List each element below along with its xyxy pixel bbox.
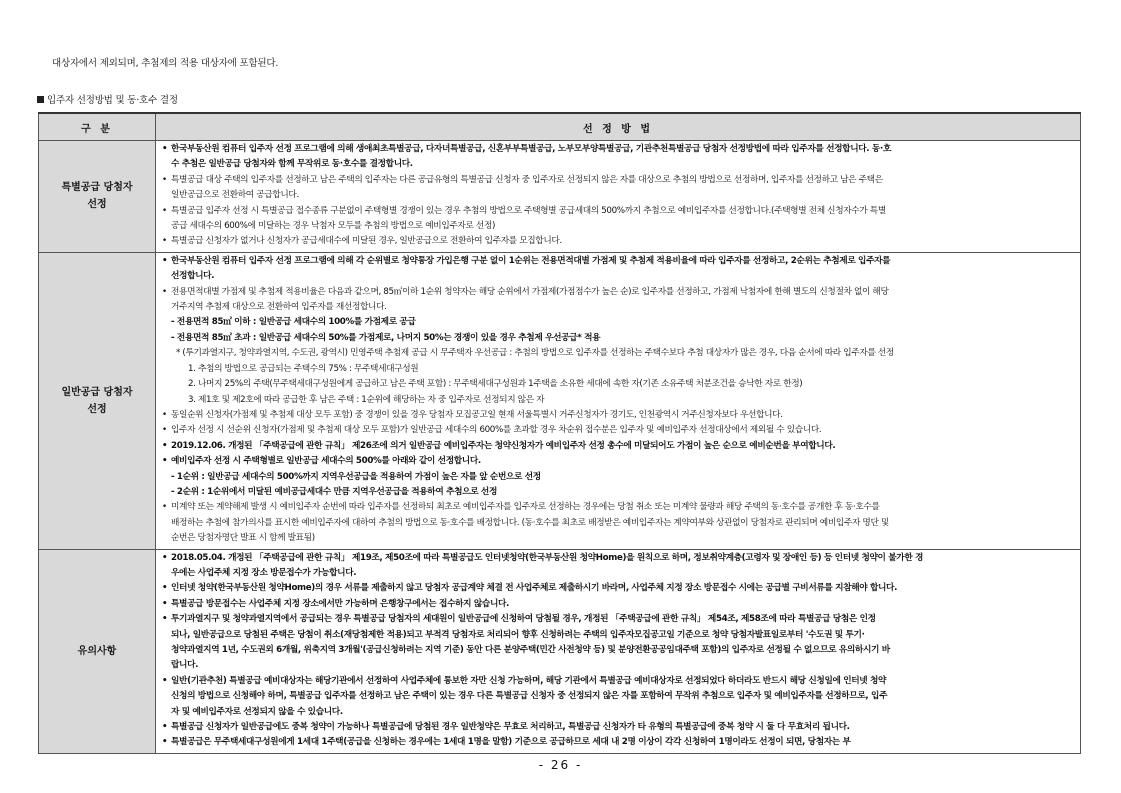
line-text: 수 추첨은 일반공급 당첨자와 함께 무작위로 동·호수를 결정합니다.	[171, 159, 413, 170]
bullet-icon: •	[162, 502, 167, 513]
line-text: - 2순위 : 1순위에서 미달된 예비공급세대수 만큼 지역우선공급을 적용하여 추첨으로 선정	[171, 486, 497, 497]
row-label-line: 선정	[87, 199, 107, 211]
line-text: * (투기과열지구, 청약과열지역, 수도권, 광역시) 민영주택 추첨제 공급 시 무주택자 우선공급 : 추첨의 방법으로 입주자를 선정하는 주택수보다 추첨 대상자가 많은 경우, 다음 순서에 따라 입주자를 선정	[176, 348, 894, 359]
bullet-icon: •	[162, 456, 168, 467]
line-text: 전용면적대별 가점제 및 추첨제 적용비율은 다음과 같으며, 85㎡이하 1순위 청약자는 해당 순위에서 가점제(가점점수가 높은 순)로 입주자를 선정하고, 가점제 낙첨자에 한해 별도의 신청절차 없이 해당	[171, 286, 889, 297]
page-number: - 26 -	[538, 758, 583, 772]
line-text: 2018.05.04. 개정된 「주택공급에 관한 규칙」 제19조, 제50조에 따라 특별공급도 인터넷청약(한국부동산원 청약Home)을 원칙으로 하며, 정보취약계층(고령자 및 장애인 등) 등 인터넷 청약이 불가한 경	[171, 552, 924, 563]
bullet-item	[162, 597, 1076, 612]
text-line	[162, 531, 1076, 546]
line-text: 특별공급 방문접수는 사업주체 지정 장소에서만 가능하며 은행창구에서는 접수하지 않습니다.	[171, 598, 509, 609]
bullet-icon: •	[162, 236, 167, 247]
text-line	[162, 346, 1076, 361]
line-text: 공급 세대수의 600%에 미달하는 경우 낙첨자 모두를 추첨의 방법으로 예비입주자로 선정)	[171, 221, 496, 232]
section-title	[37, 92, 178, 106]
bullet-item	[162, 254, 1076, 269]
row-category-label	[39, 549, 156, 753]
line-text: 특별공급 신청자가 없거나 신청자가 공급세대수에 미달된 경우, 일반공급으로 전환하여 입주자를 모집합니다.	[171, 236, 562, 247]
line-text: 1. 추첨의 방법으로 공급되는 주택수의 75% : 무주택세대구성원	[188, 363, 419, 374]
line-text: 특별공급 대상 주택의 입주자를 선정하고 남은 주택의 입주자는 다른 공급유형의 특별공급 신청자 중 입주자로 선정되지 않은 자를 대상으로 추첨의 방법으로 선정하며, 입주자를 선정하고 남은 주택은	[171, 174, 883, 185]
text-line	[162, 485, 1076, 500]
text-line	[162, 377, 1076, 392]
line-text: 2019.12.06. 개정된 「주택공급에 관한 규칙」 제26조에 의거 일반공급 예비입주자는 청약신청자가 예비입주자 선정 총수에 미달되어도 가점이 높은 순으로 예비순번을 부여합니다.	[171, 440, 836, 451]
bullet-item	[162, 423, 1076, 438]
intro-text: 대상자에서 제외되며, 추첨제의 적용 대상자에 포함된다.	[52, 58, 279, 69]
row-method-body	[156, 252, 1081, 549]
text-line	[162, 566, 1076, 581]
bullet-icon: •	[162, 598, 168, 609]
row-method-body	[156, 141, 1081, 253]
bullet-item	[162, 454, 1076, 469]
line-text: 3. 제1호 및 제2호에 따라 공급한 후 남은 주택 : 1순위에 해당하는 자 중 입주자로 선정되지 않은 자	[188, 394, 545, 405]
text-line	[162, 705, 1076, 720]
line-text: 한국부동산원 컴퓨터 입주자 선정 프로그램에 의해 각 순위별로 청약통장 가입은행 구분 없이 1순위는 전용면적대별 가점제 및 추첨제 적용비율에 따라 입주자를 선정하고, 2순위는 추첨제로 입주자를	[171, 255, 891, 266]
bullet-item	[162, 234, 1076, 249]
bullet-icon: •	[162, 722, 168, 733]
line-text: 한국부동산원 컴퓨터 입주자 선정 프로그램에 의해 생애최초특별공급, 다자녀특별공급, 신혼부부특별공급, 노부모부양특별공급, 기관추천특별공급 당첨자 선정방법에 따라 입주자를 선정합니다. 동·호	[171, 144, 891, 154]
square-bullet-icon	[37, 96, 44, 103]
line-text: 입주자 선정 시 선순위 신청자(가점제 및 추첨제 대상 모두 포함)가 일반공급 세대수의 600%를 초과할 경우 차순위 접수분은 입주자 및 예비입주자 선정대상에서 제외될 수 있습니다.	[171, 425, 822, 436]
text-line	[162, 362, 1076, 377]
bullet-icon: •	[162, 614, 168, 625]
line-text: 자 및 예비입주자로 선정되지 않을 수 있습니다.	[171, 706, 343, 717]
line-text: 신청의 방법으로 신청해야 하며, 특별공급 입주자를 선정하고 남은 주택이 있는 경우 다른 특별공급 신청자 중 선정되지 않은 자를 포함하여 무작위 추첨으로 입주자 및 예비입주자를 선정하므로, 입주	[171, 691, 888, 702]
line-text: - 전용면적 85㎡ 초과 : 일반공급 세대수의 50%를 가점제로, 나머지 50%는 경쟁이 있을 경우 추첨제 우선공급* 적용	[171, 332, 601, 343]
bullet-icon: •	[162, 255, 168, 266]
bullet-icon: •	[162, 286, 167, 297]
bullet-icon: •	[162, 409, 167, 420]
bullet-icon: •	[162, 737, 168, 748]
line-text: 일반공급으로 전환하여 공급합니다.	[171, 190, 299, 201]
bullet-item	[162, 551, 1076, 566]
table-row	[39, 141, 1081, 253]
text-line	[162, 643, 1076, 658]
text-line	[162, 658, 1076, 673]
row-label-line: 일반공급 당첨자	[61, 386, 133, 398]
line-text: 특별공급 신청자가 일반공급에도 중복 청약이 가능하나 특별공급에 당첨된 경우 일반청약은 무효로 처리하고, 특별공급 신청자가 타 유형의 특별공급에 중복 청약 시 둘 다 무효처리 됩니다.	[171, 722, 850, 733]
line-text: 미계약 또는 계약해제 발생 시 예비입주자 순번에 따라 입주자를 선정하되 최초로 예비입주자를 입주자로 선정하는 경우에는 당첨 취소 또는 미계약 물량과 해당 주택의 동·호수를 공개한 후 동·호수를	[171, 502, 880, 513]
text-line	[162, 516, 1076, 531]
bullet-item	[162, 173, 1076, 188]
row-category-label	[39, 252, 156, 549]
line-text: 거주지역 추첨제 대상으로 전환하여 입주자를 재선정합니다.	[171, 302, 387, 313]
text-line	[162, 300, 1076, 315]
line-text: 인터넷 청약(한국부동산원 청약Home)의 경우 서류를 제출하지 않고 당첨자 공급계약 체결 전 사업주체로 제출하시기 바라며, 사업주체 지정 장소 방문접수 시에는 공급별 구비서류를 지참해야 합니다.	[171, 583, 898, 594]
line-text: 2. 나머지 25%의 주택(무주택세대구성원에게 공급하고 남은 주택 포함) : 무주택세대구성원과 1주택을 소유한 세대에 속한 자(기존 소유주택 처분조건을 승낙한 자로 한정)	[188, 379, 803, 390]
bullet-icon: •	[162, 205, 167, 216]
text-line	[162, 331, 1076, 346]
col-header-method: 선 정 방 법	[156, 113, 1081, 141]
text-line	[162, 470, 1076, 485]
line-text: 특별공급 입주자 선정 시 특별공급 접수종류 구분없이 주택형별 경쟁이 있는 경우 추첨의 방법으로 주택형별 공급세대의 500%까지 추첨으로 예비입주자를 선정합니다.(주택형별 전체 신청자수가 특별	[171, 205, 886, 216]
bullet-item	[162, 735, 1076, 750]
text-line	[162, 628, 1076, 643]
bullet-icon: •	[162, 144, 168, 154]
row-label-line: 선정	[87, 403, 107, 415]
row-category-label	[39, 141, 156, 253]
text-line	[162, 269, 1076, 284]
line-text: 되나, 일반공급으로 당첨된 주택은 당첨이 취소(재당첨제한 적용)되고 부적격 당첨자로 처리되어 향후 신청하려는 주택의 입주자모집공고일 기준으로 청약 당첨자발표일로부터 '수도권 및 투기·	[171, 629, 865, 640]
bullet-item	[162, 439, 1076, 454]
bullet-icon: •	[162, 174, 167, 185]
bullet-icon: •	[162, 583, 168, 594]
bullet-item	[162, 720, 1076, 735]
line-text: 동일순위 신청자(가점제 및 추첨제 대상 모두 포함) 중 경쟁이 있을 경우 당첨자 모집공고일 현재 서울특별시 거주신청자가 경기도, 인천광역시 거주신청자보다 우선합니다.	[171, 409, 783, 420]
row-label-line: 특별공급 당첨자	[61, 182, 133, 194]
bullet-icon: •	[162, 675, 168, 686]
bullet-item	[162, 285, 1076, 300]
bullet-icon: •	[162, 425, 167, 436]
bullet-icon: •	[162, 440, 168, 451]
text-line	[162, 393, 1076, 408]
col-header-category: 구 분	[39, 113, 156, 141]
line-text: 순번은 당첨자명단 발표 시 함께 발표됨)	[171, 533, 315, 544]
line-text: 배정하는 추첨에 참가의사를 표시한 예비입주자에 대하여 추첨의 방법으로 동·호수를 배정합니다. (동·호수를 최초로 배정받은 예비입주자는 계약여부와 상관없이 당첨자로 관리되며 예비입주자 명단 및	[171, 517, 889, 528]
line-text: 특별공급은 무주택세대구성원에게 1세대 1주택(공급을 신청하는 경우에는 1세대 1명을 말함) 기준으로 공급하므로 세대 내 2명 이상이 각각 신청하여 1명이라도 선정이 되면, 당첨자는 부	[171, 737, 851, 748]
line-text: 일반(기관추천) 특별공급 예비대상자는 해당기관에서 선정하여 사업주체에 통보한 자만 신청 가능하며, 해당 기관에서 특별공급 예비대상자로 선정되었다 하더라도 반드시 해당 신청일에 인터넷 청약	[171, 675, 887, 686]
line-text: 투기과열지구 및 청약과열지역에서 공급되는 경우 특별공급 당첨자의 세대원이 일반공급에 신청하여 당첨될 경우, 개정된 「주택공급에 관한 규칙」 제54조, 제58조에 따라 특별공급 당첨은 인정	[171, 614, 876, 625]
table-header-row	[39, 113, 1081, 141]
bullet-item	[162, 204, 1076, 219]
table-row	[39, 549, 1081, 753]
text-line	[162, 157, 1076, 172]
section-title-text: 입주자 선정방법 및 동·호수 결정	[47, 95, 178, 106]
table-row	[39, 252, 1081, 549]
bullet-item	[162, 612, 1076, 627]
bullet-item	[162, 500, 1076, 515]
text-line	[162, 188, 1076, 203]
line-text: 청약과열지역 1년, 수도권외 6개월, 위축지역 3개월'(공급신청하려는 지역 기준) 동안 다른 분양주택(민간 사전청약 등) 및 분양전환공공임대주택 포함)의 입주자로 선정될 수 없으므로 유의하시기 바	[171, 645, 890, 655]
row-method-body	[156, 549, 1081, 753]
text-line	[162, 219, 1076, 234]
text-line	[162, 689, 1076, 704]
line-text: 우에는 사업주체 지정 장소 방문접수가 가능합니다.	[171, 567, 357, 578]
bullet-icon: •	[162, 552, 168, 563]
bullet-item	[162, 142, 1076, 157]
line-text: - 전용면적 85㎡ 이하 : 일반공급 세대수의 100%를 가점제로 공급	[171, 317, 416, 328]
text-line	[162, 315, 1076, 330]
line-text: 예비입주자 선정 시 주택형별로 일반공급 세대수의 500%를 아래와 같이 선정합니다.	[171, 456, 481, 467]
bullet-item	[162, 674, 1076, 689]
bullet-item	[162, 581, 1076, 596]
row-label-line: 유의사항	[77, 645, 117, 657]
selection-method-table	[38, 112, 1081, 754]
line-text: 랍니다.	[171, 660, 199, 671]
bullet-item	[162, 408, 1076, 423]
line-text: - 1순위 : 일반공급 세대수의 500%까지 지역우선공급을 적용하여 가점이 높은 자를 앞 순번으로 선정	[171, 471, 541, 482]
line-text: 선정합니다.	[171, 271, 215, 282]
